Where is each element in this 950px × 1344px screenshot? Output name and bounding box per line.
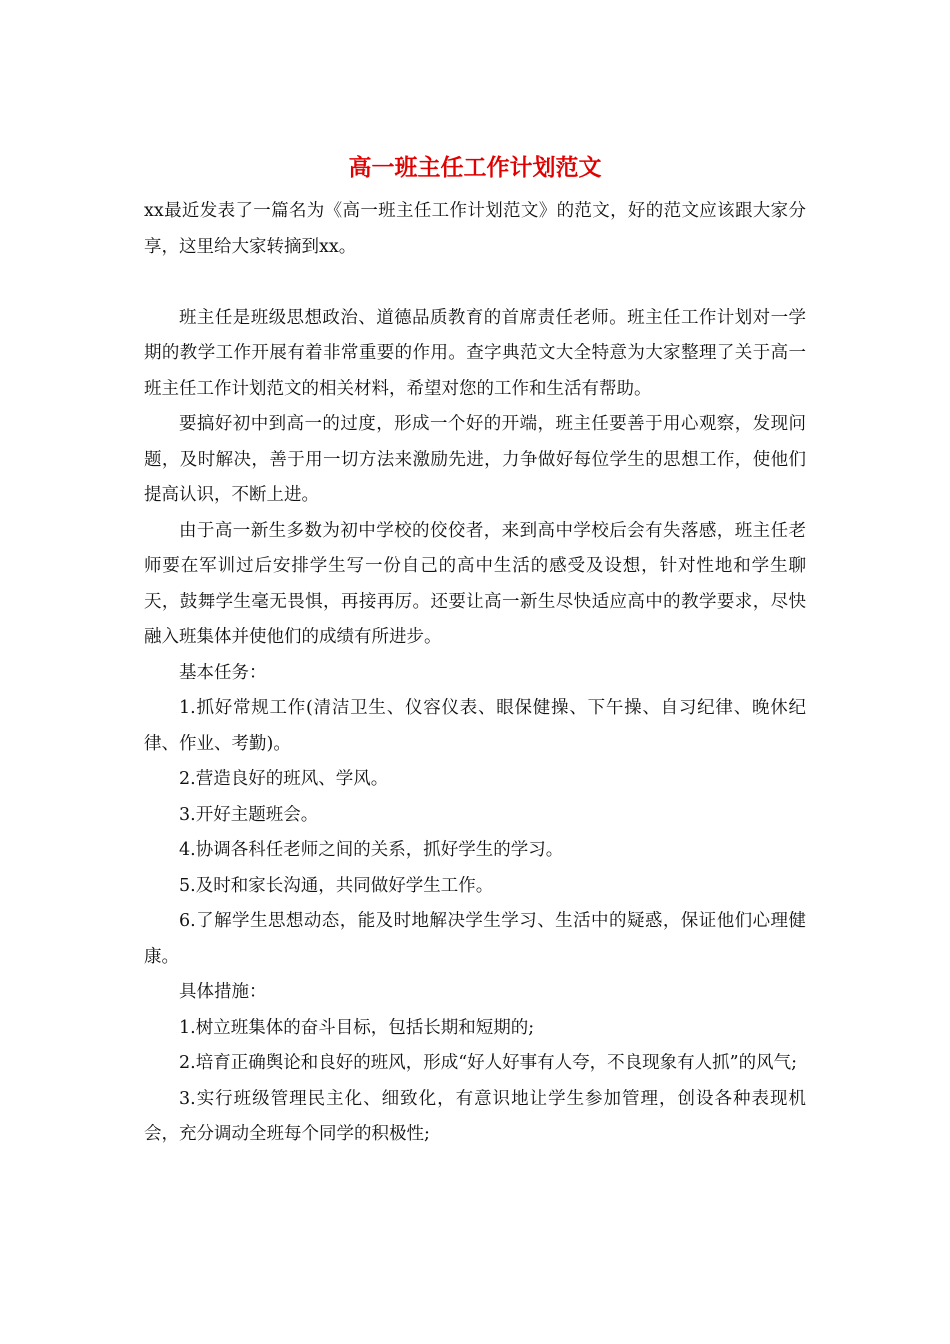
section-heading-basic-tasks: 基本任务： — [179, 662, 267, 683]
list-item: 2.营造良好的班风、学风。 — [179, 769, 389, 789]
list-item: 3.开好主题班会。 — [179, 804, 319, 825]
paragraph: 要搞好初中到高一的过度，形成一个好的开端，班主任要善于用心观察，发现问题，及时解决，善于用一切方法来激励先进，力争做好每位学生的思想工作，使他们提高认识，不断上进。 — [144, 414, 806, 505]
blank-line — [144, 265, 806, 301]
list-item: 2.培育正确舆论和良好的班风，形成“好人好事有人夸，不良现象有人抓”的风气; — [179, 1053, 797, 1073]
intro-paragraph: xx最近发表了一篇名为《高一班主任工作计划范文》的范文，好的范文应该跟大家分享，这里给大家转摘到xx。 — [144, 201, 806, 257]
list-item: 5.及时和家长沟通，共同做好学生工作。 — [179, 875, 494, 896]
list-item: 1.树立班集体的奋斗目标，包括长期和短期的; — [179, 1017, 535, 1038]
list-item: 1.抓好常规工作(清洁卫生、仪容仪表、眼保健操、下午操、自习纪律、晚休纪律、作业、考勤)。 — [144, 698, 806, 754]
document-body — [144, 194, 806, 1153]
section-heading-measures: 具体措施： — [179, 982, 267, 1002]
list-item: 3.实行班级管理民主化、细致化，有意识地让学生参加管理，创设各种表现机会，充分调动全班每个同学的积极性; — [144, 1088, 806, 1144]
document-title: 高一班主任工作计划范文 — [348, 154, 602, 181]
list-item: 4.协调各科任老师之间的关系，抓好学生的学习。 — [179, 840, 564, 860]
paragraph: 由于高一新生多数为初中学校的佼佼者，来到高中学校后会有失落感，班主任老师要在军训过后安排学生写一份自己的高中生活的感受及设想，针对性地和学生聊天，鼓舞学生毫无畏惧，再接再厉。还要让高一新生尽快适应高中的教学要求，尽快融入班集体并使他们的成绩有所进步。 — [144, 520, 806, 647]
list-item: 6.了解学生思想动态，能及时地解决学生学习、生活中的疑惑，保证他们心理健康。 — [144, 911, 806, 967]
paragraph: 班主任是班级思想政治、道德品质教育的首席责任老师。班主任工作计划对一学期的教学工作开展有着非常重要的作用。查字典范文大全特意为大家整理了关于高一班主任工作计划范文的相关材料，希望对您的工作和生活有帮助。 — [144, 307, 806, 399]
